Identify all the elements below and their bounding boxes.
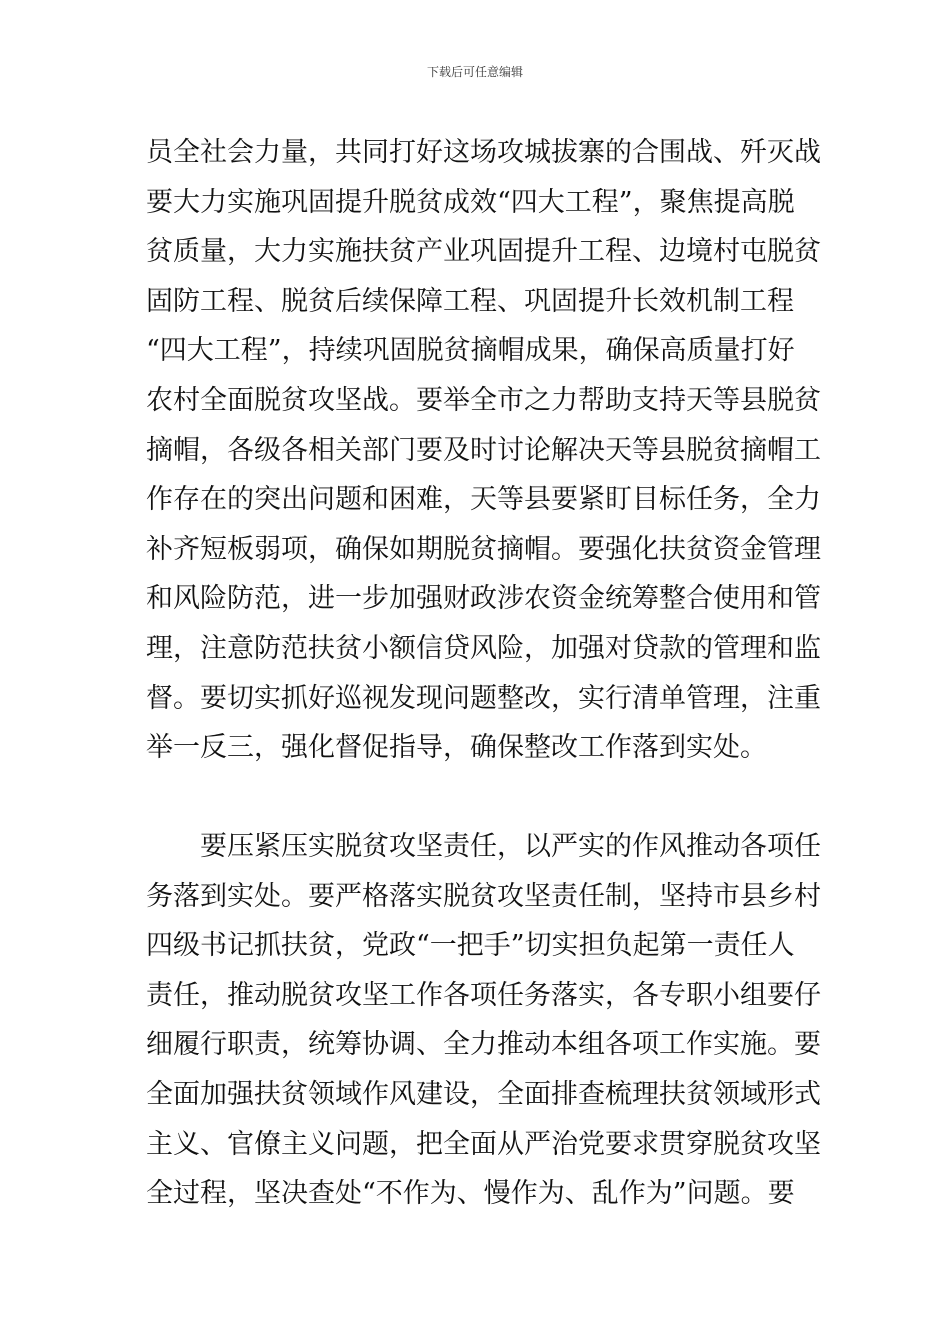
- text-line: 四级书记抓扶贫，党政“一把手”切实担负起第一责任人: [146, 930, 795, 962]
- page-header-note: 下载后可任意编辑: [426, 65, 523, 79]
- text-line: 细履行职责，统筹协调、全力推动本组各项工作实施。要: [146, 1029, 821, 1061]
- paragraph-1: [146, 128, 821, 773]
- text-line: 补齐短板弱项，确保如期脱贫摘帽。要强化扶贫资金管理: [146, 533, 821, 565]
- text-line: 固防工程、脱贫后续保障工程、巩固提升长效机制工程: [146, 285, 794, 317]
- text-line: 责任，推动脱贫攻坚工作各项任务落实，各专职小组要仔: [146, 979, 821, 1011]
- text-line: 要大力实施巩固提升脱贫成效“四大工程”，聚焦提高脱: [146, 186, 795, 218]
- text-line: 贫质量，大力实施扶贫产业巩固提升工程、边境村屯脱贫: [146, 236, 821, 268]
- text-line: 摘帽，各级各相关部门要及时讨论解决天等县脱贫摘帽工: [146, 434, 821, 466]
- text-line: 主义、官僚主义问题，把全面从严治党要求贯穿脱贫攻坚: [146, 1128, 821, 1160]
- text-line: 全面加强扶贫领域作风建设，全面排查梳理扶贫领域形式: [146, 1078, 821, 1110]
- text-line: 督。要切实抓好巡视发现问题整改，实行清单管理，注重: [146, 682, 821, 714]
- text-line: 和风险防范，进一步加强财政涉农资金统筹整合使用和管: [146, 583, 821, 615]
- text-line: 全过程，坚决查处“不作为、慢作为、乱作为”问题。要: [146, 1178, 795, 1210]
- text-line: 农村全面脱贫攻坚战。要举全市之力帮助支持天等县脱贫: [146, 384, 821, 416]
- text-line: 务落到实处。要严格落实脱贫攻坚责任制，坚持市县乡村: [146, 880, 821, 912]
- text-line: 理，注意防范扶贫小额信贷风险，加强对贷款的管理和监: [146, 632, 821, 664]
- text-line: 要压紧压实脱贫攻坚责任，以严实的作风推动各项任: [146, 831, 821, 862]
- text-line: 员全社会力量，共同打好这场攻城拔寨的合围战、歼灭战: [146, 137, 821, 168]
- text-line: 作存在的突出问题和困难，天等县要紧盯目标任务，全力: [146, 484, 821, 516]
- text-line: 举一反三，强化督促指导，确保整改工作落到实处。: [146, 732, 767, 764]
- paragraph-2: [146, 822, 821, 1219]
- text-line: “四大工程”，持续巩固脱贫摘帽成果，确保高质量打好: [146, 335, 795, 367]
